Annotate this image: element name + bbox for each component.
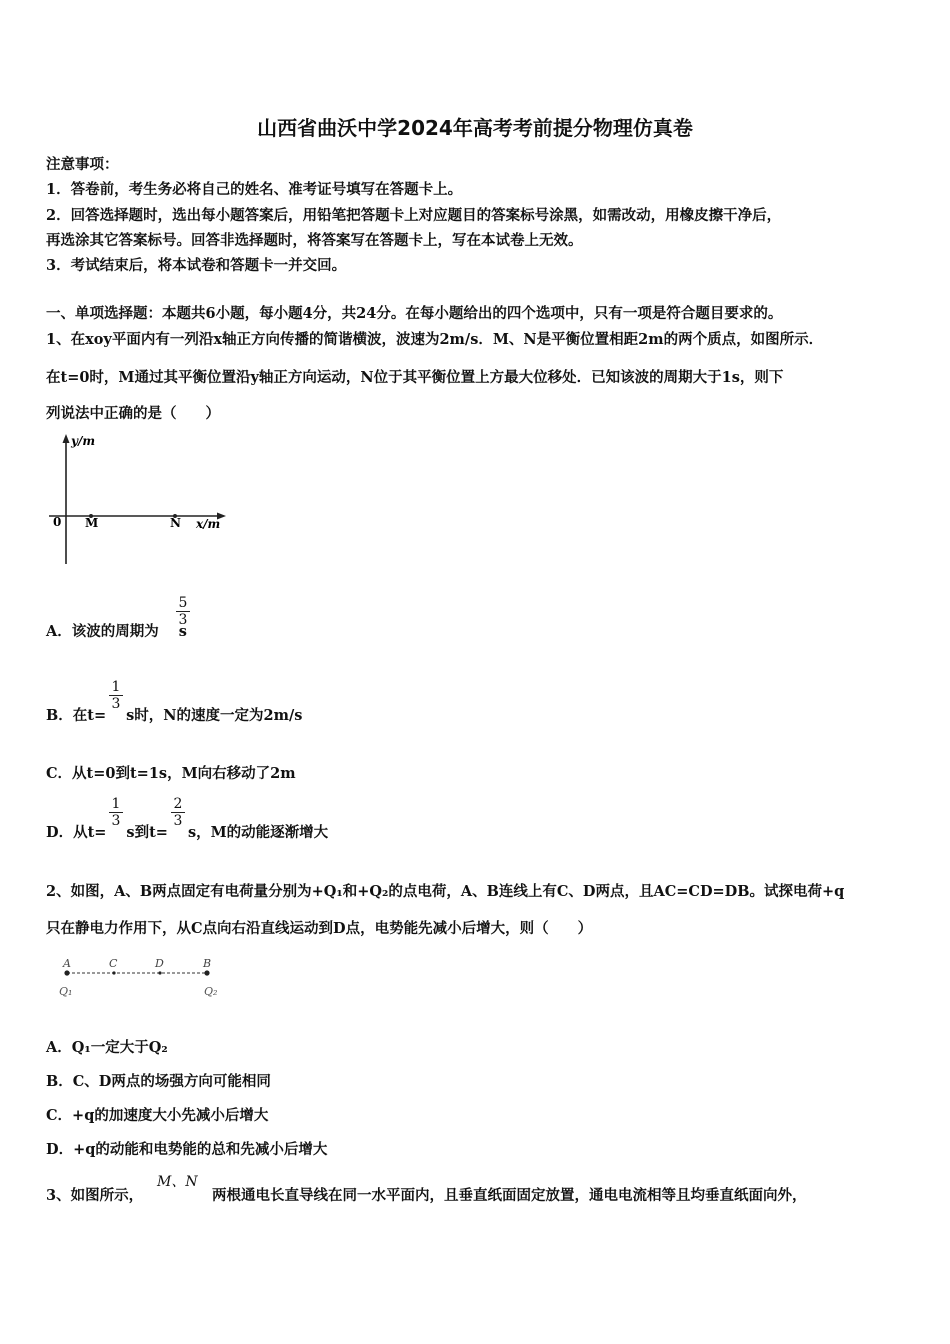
point-b-label: B: [203, 957, 212, 970]
notice-item: 1．答卷前，考生务必将自己的姓名、准考证号填写在答题卡上。: [46, 181, 463, 198]
section-heading: 一、单项选择题：本题共6小题，每小题4分，共24分。在每小题给出的四个选项中，只有一项是符合题目要求的。: [46, 305, 783, 322]
notice-item: 再选涂其它答案标号。回答非选择题时，将答案写在答题卡上，写在本试卷上无效。: [46, 232, 583, 249]
fraction: [109, 679, 123, 712]
q2-option: D．+q的动能和电势能的总和先减小后增大: [46, 1141, 328, 1158]
q1-wave-axes-figure: [44, 432, 229, 570]
point-m-label: M: [85, 516, 99, 530]
q1-stem-line: 在t=0时，M通过其平衡位置沿y轴正方向运动，N位于其平衡位置上方最大位移处．已知该波的周期大于1s，则下: [46, 369, 784, 386]
denominator: 3: [109, 812, 123, 829]
option-text: s，M的动能逐渐增大: [187, 824, 329, 841]
q1-option-a: [46, 620, 187, 641]
charge-q1-label: Q₁: [59, 985, 73, 998]
option-text: B．在t=: [46, 707, 107, 724]
q2-option: A．Q₁一定大于Q₂: [46, 1039, 168, 1056]
page-title: 山西省曲沃中学2024年高考考前提分物理仿真卷: [257, 116, 693, 140]
numerator: 2: [173, 796, 183, 812]
x-axis-label: x/m: [196, 517, 221, 531]
point-a-label: A: [63, 957, 71, 970]
notice-heading: 注意事项：: [46, 156, 119, 173]
charge-q2-label: Q₂: [204, 985, 218, 998]
point-d-label: D: [155, 957, 164, 970]
q1-option-d: [46, 821, 328, 842]
q1-stem-line: 1、在xoy平面内有一列沿x轴正方向传播的简谐横波，波速为2m/s．M、N是平衡位置相距2m的两个质点，如图所示．: [46, 331, 824, 348]
q2-stem-line: 只在静电力作用下，从C点向右沿直线运动到D点，电势能先减小后增大，则（ ）: [46, 920, 593, 937]
numerator: 1: [111, 796, 121, 812]
point-n-label: N: [170, 516, 181, 530]
denominator: 3: [109, 695, 123, 712]
q3-wires-label: M、N: [157, 1174, 198, 1190]
denominator: 3: [171, 812, 185, 829]
fraction: [176, 595, 190, 628]
option-text: A．该波的周期为: [46, 623, 159, 640]
notice-item: 2．回答选择题时，选出每小题答案后，用铅笔把答题卡上对应题目的答案标号涂黑，如需改动，用橡皮擦干净后，: [46, 207, 782, 224]
numerator: 5: [178, 595, 188, 611]
q2-stem-line: 2、如图，A、B两点固定有电荷量分别为+Q₁和+Q₂的点电荷，A、B连线上有C、D两点，且AC=CD=DB。试探电荷+q: [46, 883, 845, 900]
denominator: 3: [176, 611, 190, 628]
q1-option-c: C．从t=0到t=1s，M向右移动了2m: [46, 765, 296, 782]
q1-option-b: [46, 704, 302, 725]
notice-item: 3．考试结束后，将本试卷和答题卡一并交回。: [46, 257, 347, 274]
q3-stem-pre: 3、如图所示，: [46, 1187, 144, 1204]
fraction: [171, 796, 185, 829]
q3-stem-post: 两根通电长直导线在同一水平面内，且垂直纸面固定放置，通电电流相等且均垂直纸面向外，: [212, 1187, 807, 1204]
q1-stem-line: 列说法中正确的是（ ）: [46, 405, 220, 422]
y-axis-label: y/m: [71, 434, 96, 448]
option-text: s到t=: [126, 824, 168, 841]
option-text: s: [178, 623, 187, 640]
numerator: 1: [111, 679, 121, 695]
fraction: [109, 796, 123, 829]
option-text: s时，N的速度一定为2m/s: [126, 707, 303, 724]
q2-option: C．+q的加速度大小先减小后增大: [46, 1107, 269, 1124]
origin-label: 0: [53, 515, 62, 529]
q2-option: B．C、D两点的场强方向可能相同: [46, 1073, 271, 1090]
q2-charges-figure: [55, 955, 230, 1005]
option-text: D．从t=: [46, 824, 107, 841]
point-c-label: C: [109, 957, 118, 970]
